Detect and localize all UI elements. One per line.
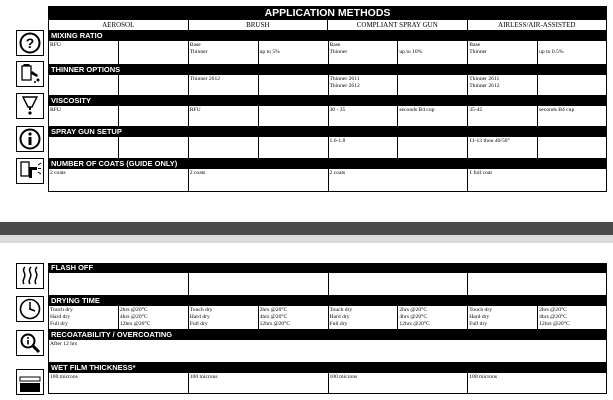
section-heading: WET FILM THICKNESS* — [48, 363, 607, 373]
cell — [328, 273, 468, 295]
cell: Thinner 2612 — [188, 75, 258, 95]
method-headers — [48, 20, 607, 31]
cell: seconds B4 cup — [537, 106, 607, 126]
cell: Touch dry Hard dry Full dry — [328, 306, 398, 329]
section-wet-film-thickness — [48, 363, 607, 394]
cell: up to 10% — [397, 41, 467, 64]
section-heading: SPRAY GUN SETUP — [48, 127, 607, 137]
cell — [397, 75, 467, 95]
clock-icon — [16, 296, 44, 322]
spray-gun-icon — [16, 158, 44, 184]
cell: up to 0.5% — [537, 41, 607, 64]
section-recoatability — [48, 330, 607, 363]
cell — [258, 75, 328, 95]
cell: Base Thinner — [188, 41, 258, 64]
cell — [48, 273, 188, 295]
cell: 11-13 thou 40/50° — [467, 137, 537, 158]
cell: 2hrs @20°C 4hrs @20°C 12hrs @20°C — [537, 306, 607, 329]
cell: Touch dry Hard dry Full dry — [188, 306, 258, 329]
magnifier-icon — [16, 330, 44, 356]
cell: 35-45 — [467, 106, 537, 126]
cell — [118, 137, 188, 158]
cell — [188, 137, 258, 158]
cell: 100 microns — [48, 373, 188, 393]
page-title: APPLICATION METHODS — [48, 6, 607, 20]
cell: RFU — [48, 106, 118, 126]
cell — [188, 273, 328, 295]
section-mixing-ratio — [48, 31, 607, 65]
cell — [397, 137, 467, 158]
cell: 100 microns — [328, 373, 468, 393]
page-two — [0, 243, 613, 400]
heat-waves-icon — [16, 263, 44, 289]
section-heading: DRYING TIME — [48, 296, 607, 306]
section-spray-gun-setup — [48, 127, 607, 159]
section-row — [48, 75, 607, 96]
method-airless: AIRLESS/AIR-ASSISTED — [467, 20, 608, 30]
cell — [48, 75, 118, 95]
cell — [118, 106, 188, 126]
cell: 2hrs @20°C 4hrs @20°C 12hrs @20°C — [258, 306, 328, 329]
cell: Base Thinner — [467, 41, 537, 64]
cell — [537, 137, 607, 158]
section-heading: FLASH OFF — [48, 263, 607, 273]
cell: After 12 hrs — [48, 340, 607, 362]
section-viscosity — [48, 96, 607, 127]
cell — [118, 41, 188, 64]
section-row — [48, 373, 607, 394]
thinner-can-icon — [16, 61, 44, 87]
cell: 100 microns — [188, 373, 328, 393]
section-row — [48, 340, 607, 363]
cell: seconds B4 cup — [397, 106, 467, 126]
cell — [537, 75, 607, 95]
cell: 1 full coat — [467, 169, 607, 191]
section-row — [48, 41, 607, 65]
section-heading: VISCOSITY — [48, 96, 607, 106]
cell: Thinner 2611 Thinner 2612 — [328, 75, 398, 95]
section-heading: MIXING RATIO — [48, 31, 607, 41]
section-drying-time — [48, 296, 607, 330]
svg-text:?: ? — [25, 35, 35, 51]
method-aerosol: AEROSOL — [48, 20, 188, 30]
section-row — [48, 306, 607, 330]
cell: Thinner 2611 Thinner 2612 — [467, 75, 537, 95]
method-brush: BRUSH — [188, 20, 328, 30]
section-row — [48, 169, 607, 192]
cell — [118, 75, 188, 95]
section-thinner-options — [48, 65, 607, 96]
application-methods-table — [48, 6, 607, 192]
page-separator — [0, 222, 613, 235]
cell: RFU — [188, 106, 258, 126]
cell: 100 microns — [467, 373, 607, 393]
section-number-of-coats — [48, 159, 607, 192]
drying-table — [48, 263, 607, 394]
cell: Base Thinner — [328, 41, 398, 64]
cell: 1.6-1.8 — [328, 137, 398, 158]
cell — [258, 106, 328, 126]
cell: up to 5% — [258, 41, 328, 64]
cell: 2 coats — [328, 169, 468, 191]
section-row — [48, 137, 607, 159]
cell: 2hrs @20°C 4hrs @20°C 12hrs @20°C — [118, 306, 188, 329]
cell — [48, 137, 118, 158]
cell: Touch dry Hard dry Full dry — [48, 306, 118, 329]
section-row — [48, 273, 607, 296]
cell: 2 coats — [48, 169, 188, 191]
cell — [467, 273, 607, 295]
page-separator-shadow — [0, 235, 613, 243]
cell — [258, 137, 328, 158]
section-heading: THINNER OPTIONS — [48, 65, 607, 75]
method-compliant-spray-gun: COMPLIANT SPRAY GUN — [327, 20, 467, 30]
section-heading: RECOATABILITY / OVERCOATING — [48, 330, 607, 340]
viscosity-cup-icon — [16, 93, 44, 119]
film-layer-icon — [16, 369, 44, 395]
section-row — [48, 106, 607, 127]
section-flash-off — [48, 263, 607, 296]
cell: 2 coats — [188, 169, 328, 191]
info-icon — [16, 126, 44, 152]
section-heading: NUMBER OF COATS (GUIDE ONLY) — [48, 159, 607, 169]
cell: 30 - 35 — [328, 106, 398, 126]
cell: RFU — [48, 41, 118, 64]
cell: Touch dry Hard dry Full dry — [467, 306, 537, 329]
cell: 2hrs @20°C 4hrs @20°C 12hrs @20°C — [397, 306, 467, 329]
question-mark-icon — [16, 30, 44, 56]
